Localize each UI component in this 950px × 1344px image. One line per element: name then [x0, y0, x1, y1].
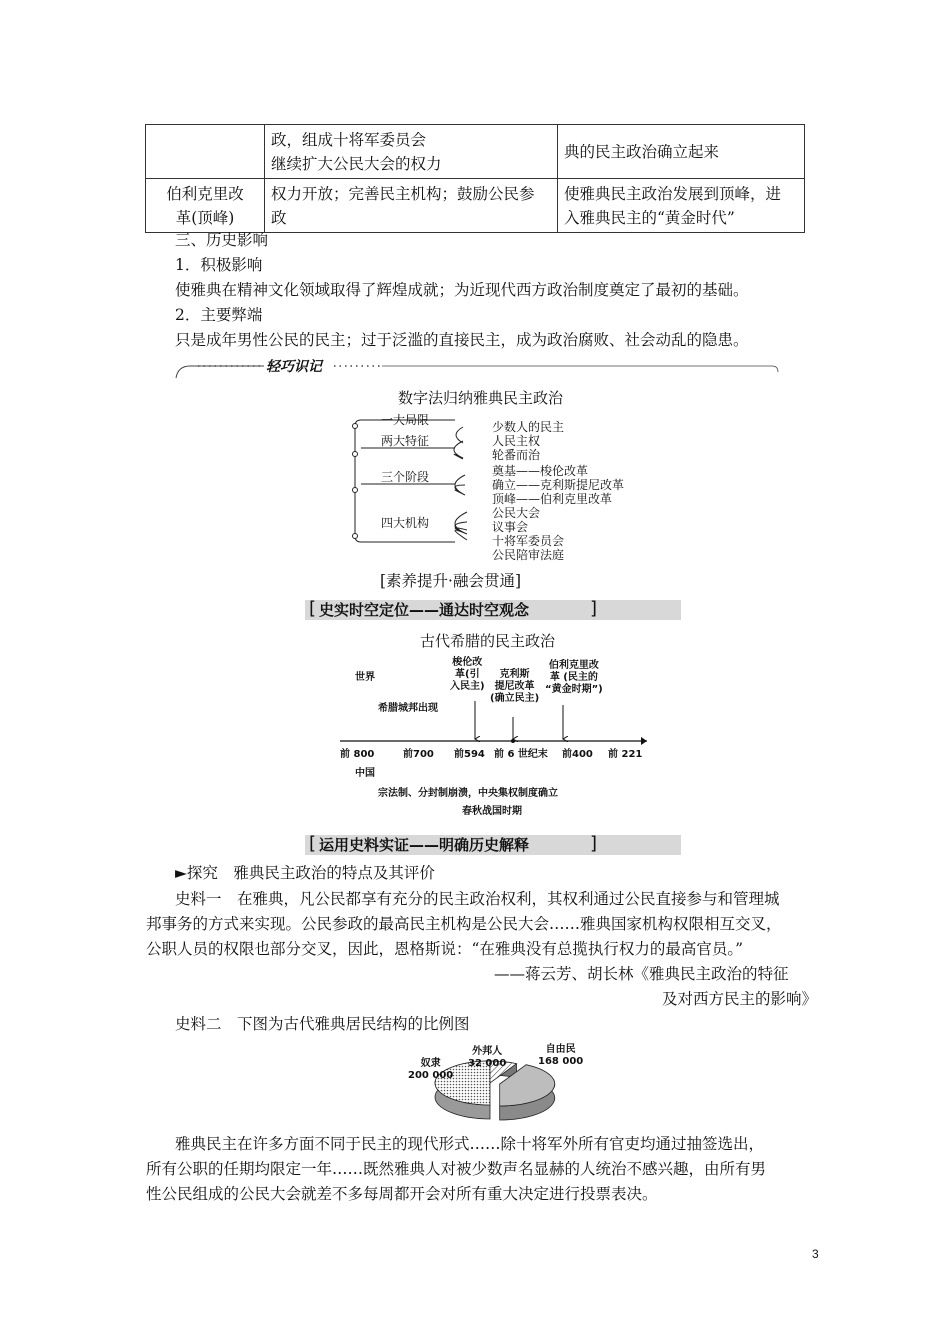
mindmap-lines — [345, 408, 485, 560]
timeline-tick: 前594 — [454, 749, 485, 760]
item-text: 使雅典在精神文化领域取得了辉煌成就；为近现代西方政治制度奠定了最初的基础。 — [175, 281, 749, 299]
item-title: 2．主要弊端 — [175, 306, 263, 324]
mindmap-leaf: 公民大会 — [492, 506, 541, 520]
table-text: 使雅典民主政治发展到顶峰，进 — [564, 184, 782, 203]
timeline-tick: 前400 — [562, 749, 593, 760]
solon-label-line: 革(引 — [455, 669, 480, 680]
material-source: ——蒋云芳、胡长林《雅典民主政治的特征 — [494, 965, 789, 983]
mindmap-leaf: 人民主权 — [492, 434, 541, 448]
banner-title: 史实时空定位——通达时空观念 — [319, 601, 530, 619]
mindmap-leaf: 议事会 — [492, 520, 529, 534]
mindmap-leaf: 奠基——梭伦改革 — [492, 464, 589, 478]
cleisthenes-label-line: 提尼改革 — [494, 681, 535, 692]
timeline-tick: 前 221 — [608, 749, 643, 760]
mindmap-branch: 一大局限 — [381, 413, 430, 427]
mindmap-title: 数字法归纳雅典民主政治 — [398, 389, 564, 407]
solon-label — [450, 657, 485, 693]
table-cell — [558, 125, 805, 179]
item-text: 只是成年男性公民的民主；过于泛滥的直接民主，成为政治腐败、社会动乱的隐患。 — [175, 331, 749, 349]
pie-category-label: 自由民 — [545, 1044, 576, 1055]
pie-value-label: 32 000 — [468, 1058, 507, 1069]
material-source: 及对西方民主的影响》 — [662, 990, 818, 1008]
bracket-right-icon: ] — [590, 833, 598, 854]
pie-label-foreigners — [468, 1046, 506, 1070]
solon-label-line: 入民主) — [450, 681, 485, 692]
solon-label-line: 梭伦改 — [452, 657, 483, 668]
table-cell — [265, 179, 558, 233]
timeline-polis-label: 希腊城邦出现 — [378, 703, 438, 714]
reform-table — [145, 124, 805, 233]
mindmap-leaf: 公民陪审法庭 — [492, 548, 565, 562]
material-text: 史料二 下图为古代雅典居民结构的比例图 — [175, 1015, 470, 1033]
table-text: 政，组成十将军委员会 — [271, 130, 427, 149]
timeline-tick: 前 800 — [340, 749, 375, 760]
sub-heading: [素养提升·融会贯通] — [380, 572, 522, 590]
paragraph-text: 性公民组成的公民大会就差不多每周都开会对所有重大决定进行投票表决。 — [146, 1185, 658, 1203]
material-text: 史料一 在雅典，凡公民都享有充分的民主政治权利，其权利通过公民直接参与和管理城 — [175, 890, 780, 908]
table-cell — [146, 179, 265, 233]
pericles-label-line: “黄金时期”) — [545, 684, 603, 695]
paragraph-text: 所有公职的任期均限定一年……既然雅典人对被少数声名显赫的人统治不感兴趣，由所有男 — [146, 1160, 767, 1178]
timeline-title: 古代希腊的民主政治 — [420, 632, 556, 650]
table-cell — [558, 179, 805, 233]
mindmap-leaf: 少数人的民主 — [492, 420, 565, 434]
item-title: 1．积极影响 — [175, 256, 263, 274]
pie-value-label: 200 000 — [408, 1070, 454, 1081]
table-text: 权力开放；完善民主机构；鼓励公民参 — [271, 184, 535, 203]
table-text: 入雅典民主的“黄金时代” — [564, 208, 735, 227]
mindmap-leaf: 十将军委员会 — [492, 534, 565, 548]
bracket-left-icon: [ — [309, 833, 317, 854]
timeline-china-label: 中国 — [355, 768, 375, 779]
timeline-world-label: 世界 — [355, 672, 375, 683]
mindmap-leaf: 轮番而治 — [492, 448, 541, 462]
timeline-tick: 前700 — [403, 749, 434, 760]
pie-category-label: 外邦人 — [472, 1046, 503, 1057]
timeline-china-period: 春秋战国时期 — [462, 806, 522, 817]
bracket-left-icon: [ — [309, 598, 317, 619]
timeline-china-event: 宗法制、分封制崩溃，中央集权制度确立 — [378, 788, 558, 799]
pie-value-label: 168 000 — [538, 1056, 584, 1067]
pericles-label — [545, 660, 603, 696]
material-text: 公职人员的权限也部分交叉，因此，恩格斯说：“在雅典没有总揽执行权力的最高官员。” — [146, 940, 744, 958]
mindmap-leaf: 确立——克利斯提尼改革 — [492, 478, 625, 492]
cleisthenes-label-line: (确立民主) — [490, 693, 540, 704]
page-number: 3 — [812, 1247, 819, 1261]
table-text: 典的民主政治确立起来 — [564, 142, 720, 161]
mindmap-branch: 三个阶段 — [381, 470, 430, 484]
inquiry-title: ►探究 雅典民主政治的特点及其评价 — [175, 864, 435, 882]
section-heading: 三、历史影响 — [175, 231, 269, 249]
banner-title: 运用史料实证——明确历史解释 — [319, 836, 530, 854]
paragraph-text: 雅典民主在许多方面不同于民主的现代形式……除十将军外所有官吏均通过抽签选出， — [175, 1135, 765, 1153]
mindmap-branch: 四大机构 — [381, 516, 430, 530]
cleisthenes-label-line: 克利斯 — [499, 669, 530, 680]
table-text: 伯利克里改 — [166, 184, 244, 203]
table-cell — [265, 125, 558, 179]
pericles-label-line: 革 (民主的 — [549, 672, 598, 683]
section-banner — [305, 600, 681, 620]
pie-label-citizens — [538, 1044, 583, 1068]
tip-label: 轻巧识记 — [266, 359, 322, 375]
section-banner — [305, 835, 681, 855]
pie-label-slaves — [408, 1058, 453, 1082]
table-text: 革(顶峰) — [175, 208, 235, 227]
pericles-label-line: 伯利克里改 — [548, 660, 599, 671]
pie-category-label: 奴隶 — [420, 1058, 441, 1069]
timeline-axis — [335, 695, 655, 755]
mindmap-leaf: 顶峰——伯利克里改革 — [492, 492, 613, 506]
material-text: 邦事务的方式来实现。公民参政的最高民主机构是公民大会……雅典国家机构权限相互交叉， — [146, 915, 782, 933]
bracket-right-icon: ] — [590, 598, 598, 619]
table-text: 政 — [271, 208, 287, 227]
table-text: 继续扩大公民大会的权力 — [271, 154, 442, 173]
mindmap-branch: 两大特征 — [381, 434, 430, 448]
timeline-tick: 前 6 世纪末 — [494, 749, 548, 760]
table-cell — [146, 125, 265, 179]
tip-divider — [172, 358, 782, 382]
